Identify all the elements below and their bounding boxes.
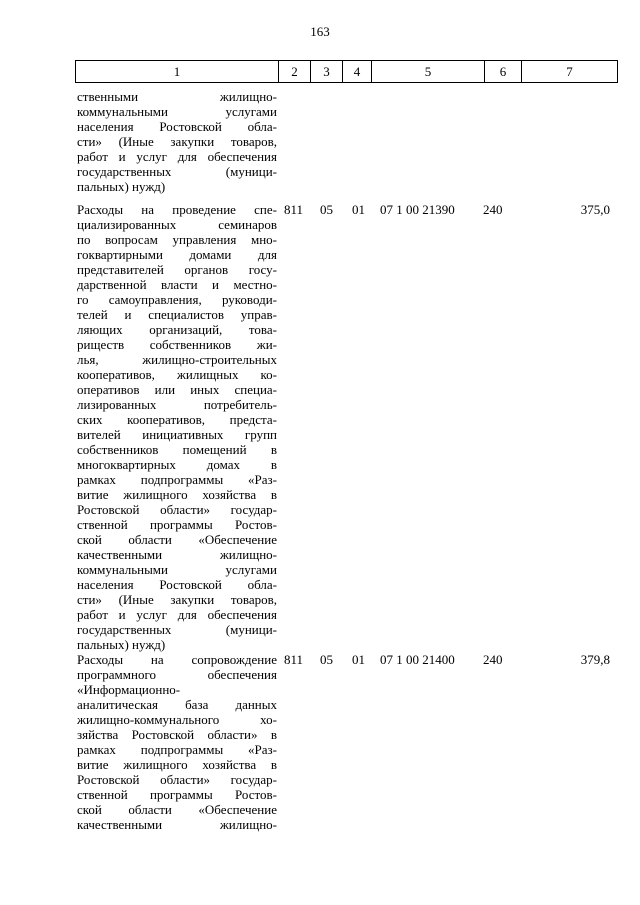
description-line: витие жилищного хозяйства в: [77, 487, 277, 502]
description-line: дарственной власти и местно-: [77, 277, 277, 292]
description-line: ских кооперативов, предста-: [77, 412, 277, 427]
row-3-amount: 379,8: [580, 652, 610, 667]
description-line: оперативов или иных специа-: [77, 382, 277, 397]
row-2-ministry-code: 811: [284, 202, 304, 217]
description-line: ляющих организаций, това-: [77, 322, 277, 337]
row-2-target-article: 07 1 00 21390: [380, 202, 455, 217]
description-line: ственной программы Ростов-: [77, 517, 277, 532]
description-line: аналитическая база данных: [77, 697, 277, 712]
description-line: лья, жилищно-строительных: [77, 352, 277, 367]
row-3-ministry-code: 811: [284, 652, 304, 667]
description-line: «Информационно-: [77, 682, 181, 697]
description-line: рамках подпрограммы «Раз-: [77, 742, 277, 757]
table-header: [75, 60, 618, 83]
row-2-section-code: 05: [320, 202, 333, 217]
description-line: многоквартирных домах в: [77, 457, 277, 472]
description-line: вителей инициативных групп: [77, 427, 277, 442]
column-header-7: 7: [522, 61, 618, 83]
description-line: ской области «Обеспечение: [77, 802, 277, 817]
row-2-amount: 375,0: [580, 202, 610, 217]
description-line: коммунальными услугами: [77, 104, 277, 119]
row-3-section-code: 05: [320, 652, 333, 667]
description-line: представителей органов госу-: [77, 262, 277, 277]
column-header-6: 6: [485, 61, 522, 83]
description-line: Расходы на проведение спе-: [77, 202, 277, 217]
row-2-description: [77, 202, 277, 652]
description-line: ской области «Обеспечение: [77, 532, 277, 547]
row-2-expense-type: 240: [483, 202, 503, 217]
description-line: качественными жилищно-: [77, 547, 277, 562]
description-line: коммунальными услугами: [77, 562, 277, 577]
description-line: кооперативов, жилищных ко-: [77, 367, 277, 382]
description-line: государственных (муници-: [77, 622, 277, 637]
column-header-5: 5: [372, 61, 485, 83]
description-line: риществ собственников жи-: [77, 337, 277, 352]
column-header-1: 1: [76, 61, 279, 83]
row-1-description: [77, 89, 277, 194]
description-line: населения Ростовской обла-: [77, 119, 277, 134]
row-3-target-article: 07 1 00 21400: [380, 652, 455, 667]
description-line: пальных) нужд): [77, 637, 166, 652]
page-number: 163: [310, 24, 330, 39]
description-line: по вопросам управления мно-: [77, 232, 277, 247]
description-line: жилищно-коммунального хо-: [77, 712, 277, 727]
column-header-3: 3: [311, 61, 343, 83]
description-line: рамках подпрограммы «Раз-: [77, 472, 277, 487]
description-line: го самоуправления, руководи-: [77, 292, 277, 307]
description-line: программного обеспечения: [77, 667, 277, 682]
description-line: телей и специалистов управ-: [77, 307, 277, 322]
description-line: населения Ростовской обла-: [77, 577, 277, 592]
description-line: пальных) нужд): [77, 179, 166, 194]
description-line: Ростовской области» государ-: [77, 502, 277, 517]
description-line: сти» (Иные закупки товаров,: [77, 134, 277, 149]
description-line: Ростовской области» государ-: [77, 772, 277, 787]
column-header-4: 4: [343, 61, 372, 83]
description-line: работ и услуг для обеспечения: [77, 607, 277, 622]
description-line: работ и услуг для обеспечения: [77, 149, 277, 164]
row-3-expense-type: 240: [483, 652, 503, 667]
row-3-description: [77, 652, 277, 832]
description-line: лизированных потребитель-: [77, 397, 277, 412]
description-line: качественными жилищно-: [77, 817, 277, 832]
row-3-subsection-code: 01: [352, 652, 365, 667]
description-line: ственными жилищно-: [77, 89, 277, 104]
description-line: гоквартирными домами для: [77, 247, 277, 262]
column-header-2: 2: [279, 61, 311, 83]
description-line: витие жилищного хозяйства в: [77, 757, 277, 772]
description-line: зяйства Ростовской области» в: [77, 727, 277, 742]
description-line: государственных (муници-: [77, 164, 277, 179]
description-line: ственной программы Ростов-: [77, 787, 277, 802]
description-line: Расходы на сопровождение: [77, 652, 277, 667]
description-line: сти» (Иные закупки товаров,: [77, 592, 277, 607]
row-2-subsection-code: 01: [352, 202, 365, 217]
description-line: собственников помещений в: [77, 442, 277, 457]
description-line: циализированных семинаров: [77, 217, 277, 232]
